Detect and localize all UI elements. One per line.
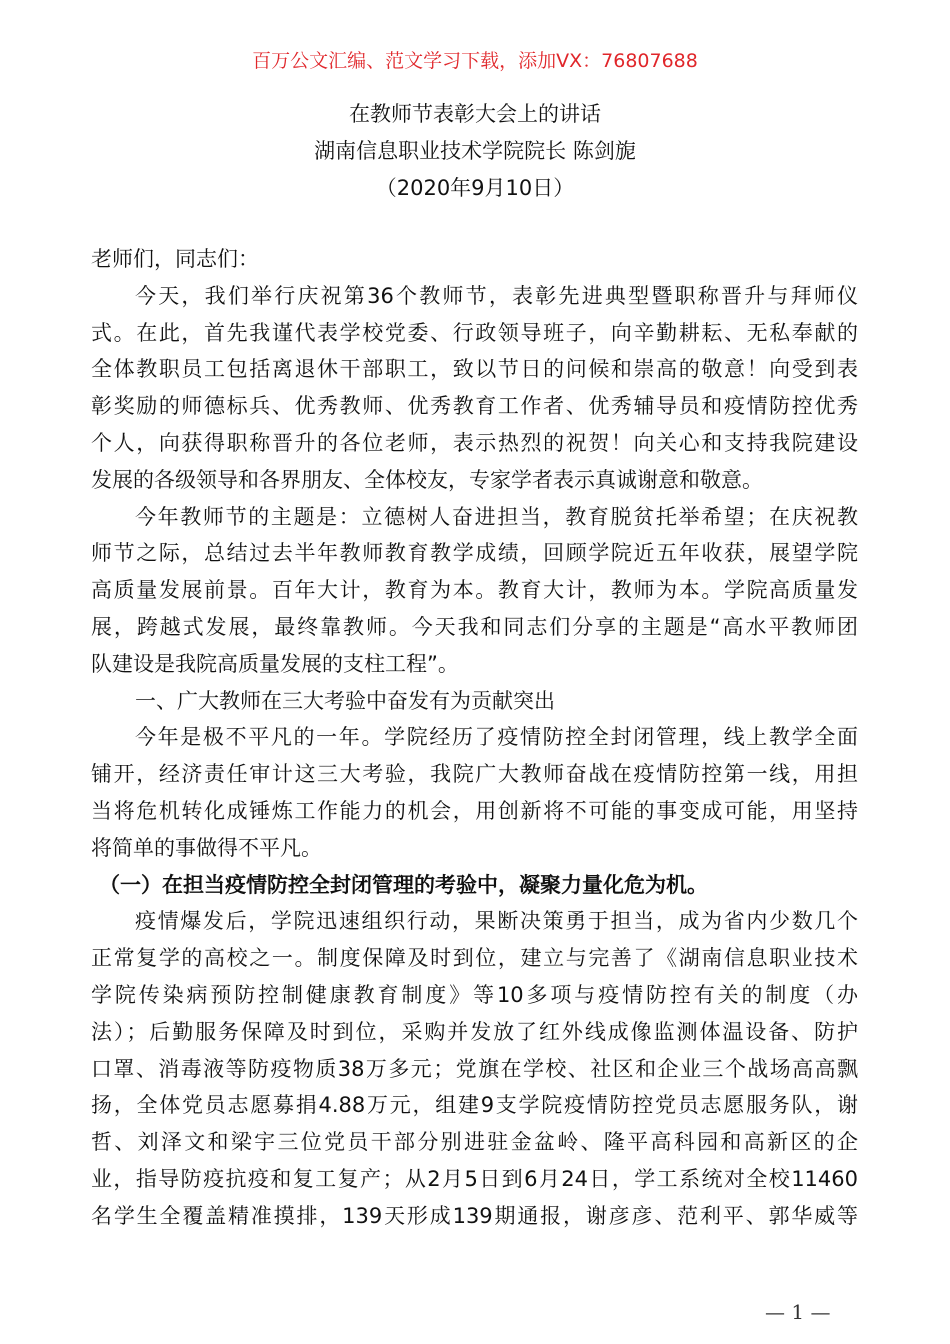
text-line: 扬，全体党员志愿募捐4.88万元，组建9支学院疫情防控党员志愿服务队，谢: [91, 1093, 858, 1118]
text-line: 当将危机转化成锤炼工作能力的机会，用创新将不可能的事变成可能，用坚持: [91, 798, 858, 823]
text-line: 将简单的事做得不平凡。: [91, 835, 322, 860]
text-line: 铺开，经济责任审计这三大考验，我院广大教师奋战在疫情防控第一线，用担: [91, 762, 858, 787]
text-line: 高质量发展前景。百年大计，教育为本。教育大计，教师为本。学院高质量发: [91, 578, 858, 603]
text-line: 今年教师节的主题是：立德树人奋进担当，教育脱贫托举希望；在庆祝教: [135, 504, 858, 529]
text-line: 发展的各级领导和各界朋友、全体校友，专家学者表示真诚谢意和敬意。: [91, 467, 763, 492]
document-date: （2020年9月10日）: [375, 176, 575, 200]
text-line: 一、广大教师在三大考验中奋发有为贡献突出: [135, 688, 555, 713]
page-number: — 1 —: [765, 1300, 831, 1324]
text-line: 学院传染病预防控制健康教育制度》等10多项与疫情防控有关的制度（办: [91, 982, 858, 1007]
text-line: 业，指导防疫抗疫和复工复产；从2月5日到6月24日，学工系统对全校11460: [91, 1166, 858, 1191]
document-title: 在教师节表彰大会上的讲话: [349, 102, 601, 126]
text-line: 全体教职员工包括离退休干部职工，致以节日的问候和崇高的敬意！向受到表: [91, 357, 858, 382]
text-line: 队建设是我院高质量发展的支柱工程”。: [91, 651, 459, 676]
text-line: 正常复学的高校之一。制度保障及时到位，建立与完善了《湖南信息职业技术: [91, 946, 858, 971]
text-line: 式。在此，首先我谨代表学校党委、行政领导班子，向辛勤耕耘、无私奉献的: [91, 320, 858, 345]
text-line: 疫情爆发后，学院迅速组织行动，果断决策勇于担当，成为省内少数几个: [135, 909, 858, 934]
text-line: 彰奖励的师德标兵、优秀教师、优秀教育工作者、优秀辅导员和疫情防控优秀: [91, 394, 858, 419]
text-line: 法）；后勤服务保障及时到位，采购并发放了红外线成像监测体温设备、防护: [91, 1019, 858, 1044]
text-line: 名学生全覆盖精准摸排，139天形成139期通报，谢彦彦、范利平、郭华威等: [91, 1203, 858, 1228]
watermark-banner: 百万公文汇编、范文学习下载，添加VX：76807688: [252, 50, 698, 72]
text-line: 老师们，同志们：: [91, 247, 259, 271]
text-line: （一）在担当疫情防控全封闭管理的考验中，凝聚力量化危为机。: [99, 872, 708, 897]
text-line: 口罩、消毒液等防疫物质38万多元；党旗在学校、社区和企业三个战场高高飘: [91, 1056, 858, 1081]
text-line: 今年是极不平凡的一年。学院经历了疫情防控全封闭管理，线上教学全面: [135, 725, 858, 750]
text-line: 师节之际，总结过去半年教师教育教学成绩，回顾学院近五年收获，展望学院: [91, 541, 858, 566]
document-body: [91, 241, 858, 1235]
text-line: 哲、刘泽文和梁宇三位党员干部分别进驻金盆岭、隆平高科园和高新区的企: [91, 1130, 858, 1155]
document-author: 湖南信息职业技术学院院长 陈剑旎: [314, 139, 636, 163]
text-line: 展，跨越式发展，最终靠教师。今天我和同志们分享的主题是“高水平教师团: [91, 614, 858, 639]
text-line: 今天，我们举行庆祝第36个教师节，表彰先进典型暨职称晋升与拜师仪: [135, 283, 858, 308]
text-line: 个人，向获得职称晋升的各位老师，表示热烈的祝贺！向关心和支持我院建设: [91, 430, 858, 455]
